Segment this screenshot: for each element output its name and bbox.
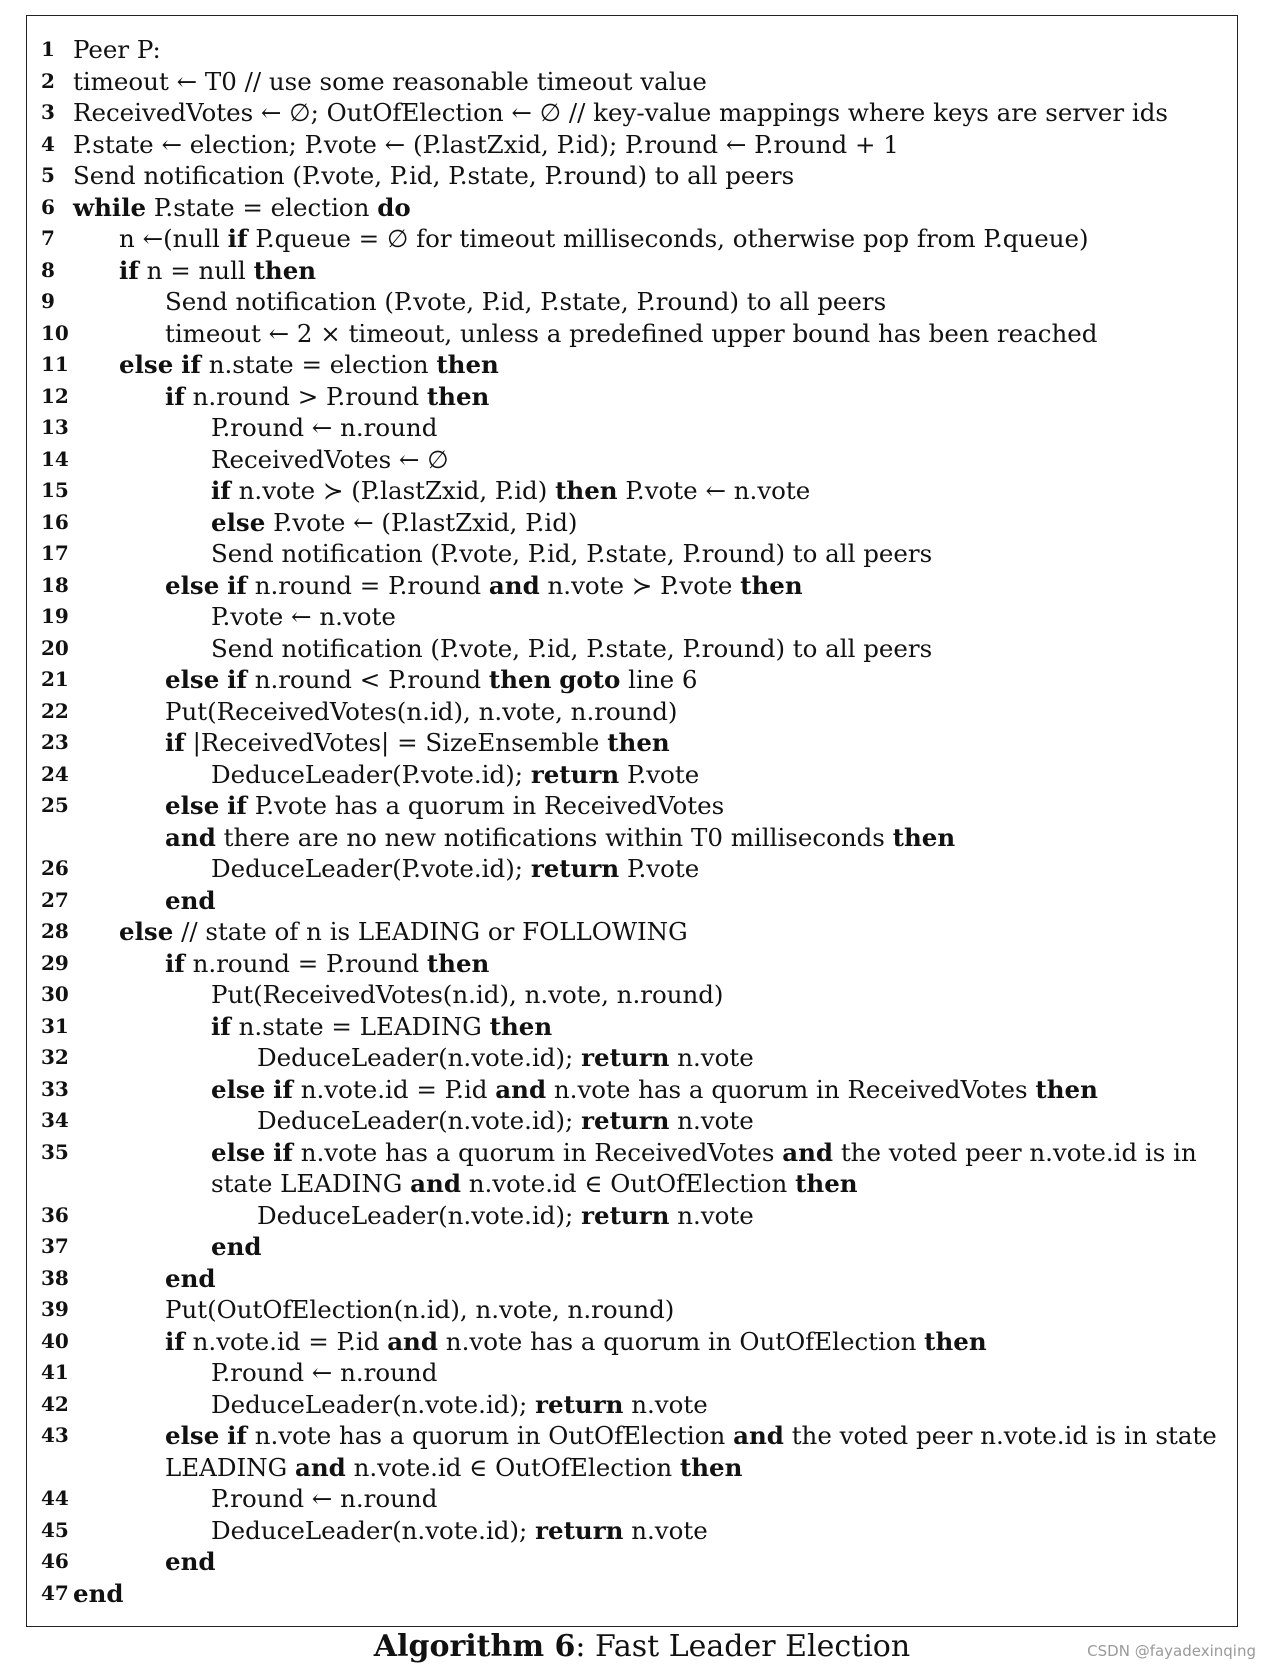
line-code: else P.vote ← (P.lastZxid, P.id)	[211, 507, 578, 537]
line-number: 7	[41, 226, 55, 250]
line-number: 28	[41, 919, 69, 943]
line-number: 24	[41, 761, 69, 786]
line-number: 37	[41, 1234, 69, 1258]
algorithm-line	[27, 1294, 1237, 1326]
algorithm-line	[27, 286, 1237, 318]
algorithm-line	[27, 1452, 1237, 1484]
line-code: end	[211, 1232, 262, 1261]
algorithm-line	[27, 223, 1237, 255]
line-code: DeduceLeader(P.vote.id); return P.vote	[211, 759, 700, 789]
line-code: else if n.state = election then	[119, 350, 499, 379]
algorithm-line	[27, 381, 1237, 413]
algorithm-line	[27, 916, 1237, 948]
algorithm-line	[27, 822, 1237, 854]
algorithm-line	[27, 1137, 1237, 1169]
line-code: P.vote ← n.vote	[211, 602, 396, 631]
line-code: else if n.round < P.round then goto line 6	[165, 665, 698, 694]
algorithm-line	[27, 255, 1237, 287]
algorithm-line	[27, 633, 1237, 665]
line-number: 38	[41, 1265, 69, 1290]
algorithm-line	[27, 444, 1237, 476]
algorithm-line	[27, 1168, 1237, 1200]
line-number: 25	[41, 793, 69, 817]
algorithm-line	[27, 664, 1237, 696]
algorithm-line	[27, 160, 1237, 192]
line-number: 4	[41, 131, 55, 156]
caption-label: Algorithm 6	[373, 1629, 576, 1664]
line-code: else if n.vote has a quorum in OutOfElection and the voted peer n.vote.id is in state	[165, 1421, 1217, 1450]
line-code: ReceivedVotes ← ∅	[211, 444, 449, 474]
line-code: ReceivedVotes ← ∅; OutOfElection ← ∅ // key-value mappings where keys are server ids	[73, 98, 1168, 127]
caption-title: Fast Leader Election	[595, 1629, 911, 1664]
algorithm-line	[27, 1420, 1237, 1452]
line-code: DeduceLeader(P.vote.id); return P.vote	[211, 854, 700, 883]
algorithm-line	[27, 885, 1237, 917]
line-code: Put(OutOfElection(n.id), n.vote, n.round)	[165, 1295, 675, 1324]
line-code: state LEADING and n.vote.id ∈ OutOfElection then	[211, 1169, 858, 1198]
algorithm-line	[27, 979, 1237, 1011]
algorithm-line	[27, 1483, 1237, 1515]
line-code: P.state ← election; P.vote ← (P.lastZxid, P.id); P.round ← P.round + 1	[73, 129, 899, 159]
algorithm-line	[27, 1200, 1237, 1232]
line-number: 20	[41, 635, 69, 660]
algorithm-line	[27, 318, 1237, 350]
line-code: else if P.vote has a quorum in ReceivedVotes	[165, 791, 725, 820]
algorithm-line	[27, 790, 1237, 822]
line-code: n ←(null if P.queue = ∅ for timeout milliseconds, otherwise pop from P.queue)	[119, 224, 1089, 253]
line-number: 15	[41, 478, 69, 502]
algorithm-line	[27, 66, 1237, 98]
line-code: DeduceLeader(n.vote.id); return n.vote	[211, 1389, 708, 1419]
algorithm-line	[27, 129, 1237, 161]
algorithm-line	[27, 1326, 1237, 1358]
line-code: if n.round > P.round then	[165, 381, 490, 411]
algorithm-line	[27, 538, 1237, 570]
algorithm-line	[27, 1231, 1237, 1263]
line-number: 39	[41, 1297, 69, 1321]
caption-colon: :	[575, 1629, 596, 1664]
line-code: Peer P:	[73, 35, 161, 64]
line-code: end	[165, 885, 216, 915]
line-code: Send notification (P.vote, P.id, P.state, P.round) to all peers	[211, 539, 933, 568]
algorithm-line	[27, 1389, 1237, 1421]
algorithm-line	[27, 696, 1237, 728]
algorithm-line	[27, 1546, 1237, 1578]
line-code: and there are no new notifications within T0 milliseconds then	[165, 822, 956, 852]
watermark: CSDN @fayadexinqing	[1087, 1642, 1256, 1660]
line-number: 6	[41, 194, 55, 219]
line-number: 22	[41, 698, 69, 723]
line-number: 44	[41, 1486, 69, 1510]
line-number: 11	[41, 352, 69, 376]
line-code: Send notification (P.vote, P.id, P.state, P.round) to all peers	[73, 161, 795, 190]
line-number: 46	[41, 1549, 69, 1573]
line-number: 26	[41, 856, 69, 880]
line-code: if n.vote ≻ (P.lastZxid, P.id) then P.vote ← n.vote	[211, 476, 811, 505]
line-code: if n = null then	[119, 255, 317, 285]
line-code: LEADING and n.vote.id ∈ OutOfElection then	[165, 1452, 743, 1482]
algorithm-line	[27, 1074, 1237, 1106]
line-code: if |ReceivedVotes| = SizeEnsemble then	[165, 728, 670, 757]
line-code: P.round ← n.round	[211, 1358, 438, 1387]
line-number: 21	[41, 667, 69, 691]
line-number: 40	[41, 1328, 69, 1353]
line-code: else // state of n is LEADING or FOLLOWING	[119, 917, 688, 946]
line-code: Put(ReceivedVotes(n.id), n.vote, n.round)	[211, 980, 724, 1009]
algorithm-line	[27, 601, 1237, 633]
algorithm-line	[27, 1578, 1237, 1610]
line-code: Send notification (P.vote, P.id, P.state, P.round) to all peers	[211, 633, 933, 663]
line-code: P.round ← n.round	[211, 1484, 438, 1513]
algorithm-line	[27, 97, 1237, 129]
algorithm-line	[27, 853, 1237, 885]
line-code: else if n.vote has a quorum in ReceivedVotes and the voted peer n.vote.id is in	[211, 1137, 1197, 1167]
algorithm-box	[26, 15, 1238, 1627]
line-number: 9	[41, 289, 55, 313]
line-code: timeout ← T0 // use some reasonable timeout value	[73, 66, 707, 96]
line-number: 34	[41, 1108, 69, 1132]
line-code: if n.round = P.round then	[165, 948, 490, 978]
algorithm-line	[27, 759, 1237, 791]
line-code: while P.state = election do	[73, 192, 411, 222]
algorithm-line	[27, 1042, 1237, 1074]
line-number: 5	[41, 163, 55, 187]
line-code: Send notification (P.vote, P.id, P.state, P.round) to all peers	[165, 287, 887, 316]
line-number: 1	[41, 37, 55, 61]
line-code: P.round ← n.round	[211, 413, 438, 442]
algorithm-line	[27, 1263, 1237, 1295]
line-code: else if n.vote.id = P.id and n.vote has a quorum in ReceivedVotes then	[211, 1074, 1098, 1104]
line-code: DeduceLeader(n.vote.id); return n.vote	[257, 1106, 754, 1135]
line-number: 3	[41, 100, 55, 124]
line-number: 16	[41, 509, 69, 534]
algorithm-line	[27, 507, 1237, 539]
line-number: 42	[41, 1391, 69, 1416]
line-code: DeduceLeader(n.vote.id); return n.vote	[257, 1200, 754, 1230]
algorithm-line	[27, 1105, 1237, 1137]
line-code: if n.state = LEADING then	[211, 1011, 553, 1041]
line-number: 12	[41, 383, 69, 408]
algorithm-line	[27, 948, 1237, 980]
algorithm-lines	[27, 34, 1237, 1609]
algorithm-line	[27, 349, 1237, 381]
line-number: 19	[41, 604, 69, 628]
algorithm-line	[27, 1011, 1237, 1043]
line-number: 32	[41, 1045, 69, 1069]
line-code: Put(ReceivedVotes(n.id), n.vote, n.round)	[165, 696, 678, 726]
line-number: 27	[41, 887, 69, 912]
algorithm-line	[27, 727, 1237, 759]
line-number: 14	[41, 446, 69, 471]
line-number: 13	[41, 415, 69, 439]
algorithm-line	[27, 1357, 1237, 1389]
algorithm-line	[27, 1515, 1237, 1547]
line-number: 29	[41, 950, 69, 975]
line-number: 35	[41, 1139, 69, 1164]
line-number: 47	[41, 1580, 69, 1605]
line-code: timeout ← 2 × timeout, unless a predefined upper bound has been reached	[165, 318, 1098, 348]
line-number: 10	[41, 320, 69, 345]
algorithm-line	[27, 192, 1237, 224]
line-number: 43	[41, 1423, 69, 1447]
line-number: 23	[41, 730, 69, 754]
line-number: 30	[41, 982, 69, 1006]
line-code: end	[165, 1547, 216, 1576]
line-code: end	[73, 1578, 124, 1608]
algorithm-line	[27, 570, 1237, 602]
line-number: 36	[41, 1202, 69, 1227]
algorithm-line	[27, 475, 1237, 507]
line-number: 45	[41, 1517, 69, 1542]
line-number: 33	[41, 1076, 69, 1101]
algorithm-line	[27, 412, 1237, 444]
line-number: 17	[41, 541, 69, 565]
line-code: end	[165, 1263, 216, 1293]
algorithm-line	[27, 34, 1237, 66]
line-number: 8	[41, 257, 55, 282]
line-number: 41	[41, 1360, 69, 1384]
line-code: DeduceLeader(n.vote.id); return n.vote	[211, 1515, 708, 1545]
line-number: 2	[41, 68, 55, 93]
line-number: 31	[41, 1013, 69, 1038]
line-code: if n.vote.id = P.id and n.vote has a quorum in OutOfElection then	[165, 1326, 987, 1356]
line-code: DeduceLeader(n.vote.id); return n.vote	[257, 1043, 754, 1072]
line-number: 18	[41, 572, 69, 597]
line-code: else if n.round = P.round and n.vote ≻ P.vote then	[165, 570, 803, 600]
